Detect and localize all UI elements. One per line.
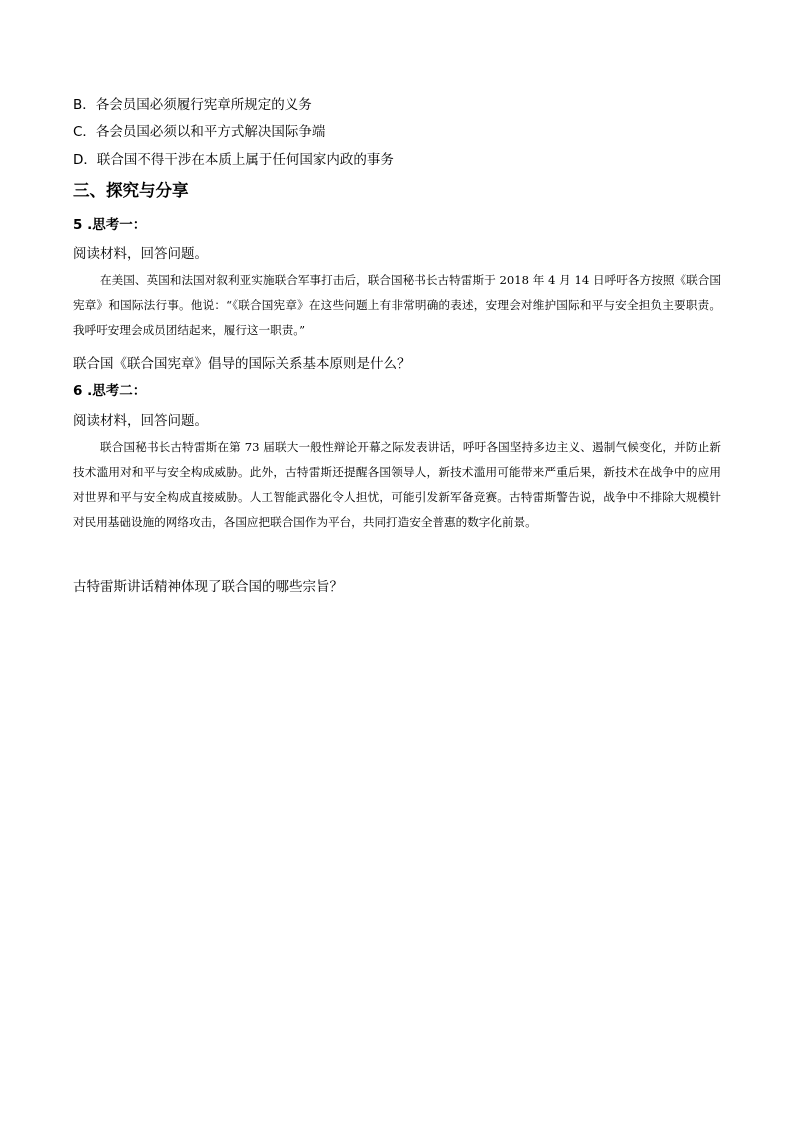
question-5-instruction: 阅读材料，回答问题。: [73, 246, 208, 262]
option-d: D．联合国不得干涉在本质上属于任何国家内政的事务: [73, 152, 394, 168]
question-5-material: 在美国、英国和法国对叙利亚实施联合军事打击后，联合国秘书长古特雷斯于 2018 年 4 月 14 日呼吁各方按照《联合国宪章》和国际法行事。他说：“《联合国宪章》在这些问题上有非常明确的表述，安理会对维护国际和平与安全担负主要职责。我呼吁安理会成员团结起来，履行这一职责。”: [73, 273, 721, 337]
question-6-material: 联合国秘书长古特雷斯在第 73 届联大一般性辩论开幕之际发表讲话，呼吁各国坚持多边主义、遏制气候变化，并防止新技术滥用对和平与安全构成威胁。此外，古特雷斯还提醒各国领导人，新技术滥用可能带来严重后果，新技术在战争中的应用对世界和平与安全构成直接威胁。人工智能武器化令人担忧，可能引发新军备竞赛。古特雷斯警告说，战争中不排除大规模针对民用基础设施的网络攻击，各国应把联合国作为平台，共同打造安全普惠的数字化前景。: [73, 440, 721, 529]
option-c: C．各会员国必须以和平方式解决国际争端: [73, 124, 326, 140]
question-6-instruction: 阅读材料，回答问题。: [73, 413, 208, 429]
question-6-number: 6 .思考二：: [73, 383, 147, 399]
option-b: B．各会员国必须履行宪章所规定的义务: [73, 97, 312, 113]
question-5-prompt: 联合国《联合国宪章》倡导的国际关系基本原则是什么？: [73, 356, 411, 372]
question-5-number: 5 .思考一：: [73, 217, 147, 233]
section-heading: 三、探究与分享: [73, 181, 189, 200]
question-6-prompt: 古特雷斯讲话精神体现了联合国的哪些宗旨？: [73, 579, 343, 595]
